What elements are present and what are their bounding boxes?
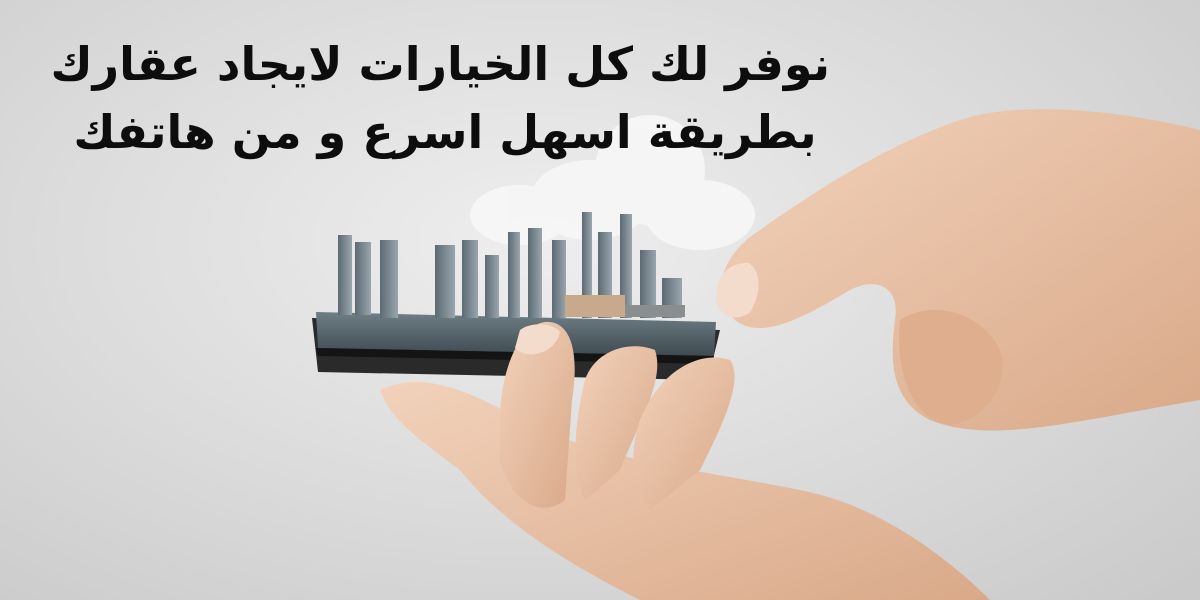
headline: [50, 30, 830, 166]
headline-line-2: بطريقة اسهل اسرع و من هاتفك: [73, 105, 817, 159]
headline-line-1: نوفر لك كل الخيارات لايجاد عقارك: [50, 37, 830, 91]
